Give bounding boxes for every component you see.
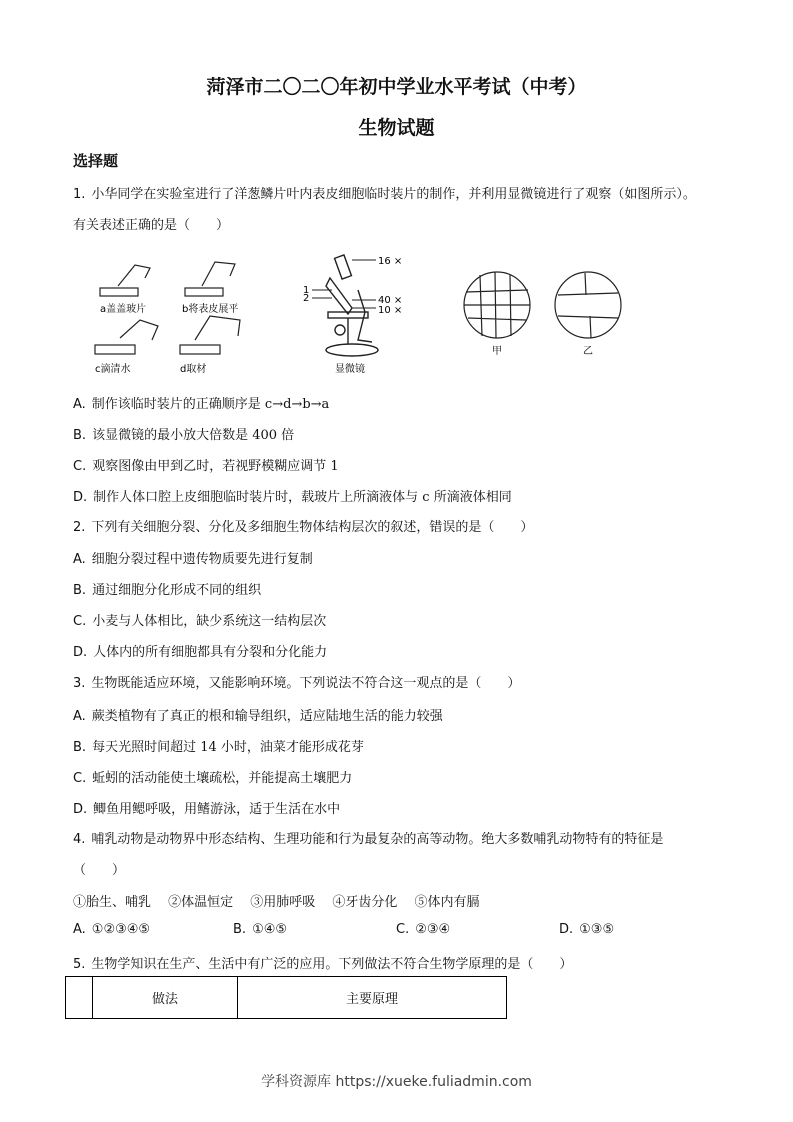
- page-title: 菏泽市二〇二〇年初中学业水平考试（中考）: [206, 76, 587, 98]
- q1-option-b[interactable]: [73, 424, 294, 443]
- q4-option-b[interactable]: [233, 922, 287, 937]
- q4-option-a[interactable]: [73, 922, 150, 937]
- magnification-16: 16 ×: [378, 256, 403, 267]
- q3-option-c[interactable]: [73, 767, 352, 786]
- magnification-10: 10 ×: [378, 305, 403, 316]
- footer-watermark: 学科资源库 https://xueke.fuliadmin.com: [261, 1074, 532, 1090]
- q3-option-a[interactable]: [73, 705, 443, 724]
- option-text: ①②③④⑤: [91, 922, 151, 937]
- option-text: 蚯蚓的活动能使土壤疏松，并能提高土壤肥力: [92, 771, 353, 786]
- option-text: 制作该临时装片的正确顺序是 c→d→b→a: [91, 397, 330, 412]
- question-1: [73, 183, 696, 202]
- question-number: 5.: [73, 957, 86, 972]
- q1-figure: [90, 250, 650, 380]
- magnification-40: 40 ×: [378, 295, 403, 306]
- slide-shape: [180, 345, 220, 354]
- fig-label-yi: 乙: [583, 346, 593, 357]
- question-text: 小华同学在实验室进行了洋葱鳞片叶内表皮细胞临时装片的制作，并利用显微镜进行了观察（如图所示）。: [91, 187, 696, 202]
- option-key: A.: [73, 709, 86, 724]
- option-text: ②③④: [415, 922, 451, 937]
- table-header-cell: 做法: [93, 977, 238, 1019]
- fig-label-scope: 显微镜: [335, 364, 365, 375]
- option-text: 该显微镜的最小放大倍数是 400 倍: [92, 428, 295, 443]
- q1-option-d[interactable]: [73, 486, 512, 505]
- option-text: 人体内的所有细胞都具有分裂和分化能力: [93, 645, 328, 660]
- question-number: 4.: [73, 832, 86, 847]
- question-5: [73, 953, 572, 972]
- question-1-continued: 有关表述正确的是（ ）: [73, 218, 230, 233]
- option-key: B.: [73, 583, 87, 598]
- q2-option-b[interactable]: [73, 579, 261, 598]
- option-key: D.: [73, 645, 88, 660]
- option-text: 制作人体口腔上皮细胞临时装片时，载玻片上所滴液体与 c 所滴液体相同: [93, 490, 512, 505]
- q3-option-b[interactable]: [73, 736, 364, 755]
- table-header-cell: [66, 977, 93, 1019]
- fig-label-b: b将表皮展平: [182, 304, 239, 315]
- part-label-2: 2: [303, 293, 310, 304]
- table-header-row: [66, 977, 507, 1019]
- option-key: D.: [73, 490, 88, 505]
- option-text: 观察图像由甲到乙时，若视野模糊应调节 1: [92, 459, 339, 474]
- hand-shape: [195, 316, 240, 340]
- q2-option-d[interactable]: [73, 641, 327, 660]
- question-text: 生物既能适应环境，又能影响环境。下列说法不符合这一观点的是（ ）: [91, 676, 521, 691]
- option-key: C.: [73, 459, 87, 474]
- option-text: ①④⑤: [252, 922, 288, 937]
- question-text: 哺乳动物是动物界中形态结构、生理功能和行为最复杂的高等动物。绝大多数哺乳动物特有的特征是: [91, 832, 664, 847]
- field-of-view-jia: [464, 272, 530, 338]
- question-4: [73, 828, 663, 847]
- q1-option-a[interactable]: [73, 393, 329, 412]
- q4-option-c[interactable]: [396, 922, 450, 937]
- option-key: B.: [233, 922, 247, 937]
- option-text: 蕨类植物有了真正的根和输导组织，适应陆地生活的能力较强: [91, 709, 443, 724]
- option-key: A.: [73, 397, 86, 412]
- question-number: 2.: [73, 520, 86, 535]
- option-text: 鲫鱼用鳃呼吸，用鳍游泳，适于生活在水中: [93, 802, 341, 817]
- hand-shape: [118, 265, 150, 286]
- option-key: A.: [73, 922, 86, 937]
- option-key: A.: [73, 552, 86, 567]
- slide-shape: [185, 288, 223, 296]
- option-key: C.: [73, 614, 87, 629]
- section-heading: 选择题: [73, 152, 119, 170]
- question-4-continued: （ ）: [73, 863, 126, 878]
- option-key: D.: [559, 922, 574, 937]
- fig-label-d: d取材: [180, 364, 207, 375]
- question-text: 下列有关细胞分裂、分化及多细胞生物体结构层次的叙述，错误的是（ ）: [91, 520, 534, 535]
- fig-label-a: a盖盖玻片: [100, 304, 147, 315]
- question-number: 3.: [73, 676, 86, 691]
- question-text: 生物学知识在生产、生活中有广泛的应用。下列做法不符合生物学原理的是（ ）: [91, 957, 573, 972]
- q5-table: [65, 976, 507, 1019]
- field-of-view-yi: [555, 272, 621, 338]
- question-3: [73, 672, 520, 691]
- q2-option-a[interactable]: [73, 548, 313, 567]
- table-header-cell: 主要原理: [238, 977, 507, 1019]
- page-subtitle: 生物试题: [358, 117, 435, 139]
- hand-shape: [202, 262, 235, 286]
- microscope-icon: [326, 255, 378, 356]
- option-text: ①③⑤: [579, 922, 615, 937]
- slide-shape: [100, 288, 138, 296]
- option-text: 每天光照时间超过 14 小时，油菜才能形成花芽: [92, 740, 364, 755]
- q3-option-d[interactable]: [73, 798, 340, 817]
- question-number: 1.: [73, 187, 86, 202]
- option-text: 小麦与人体相比，缺少系统这一结构层次: [92, 614, 327, 629]
- option-key: C.: [396, 922, 410, 937]
- q4-option-d[interactable]: [559, 922, 614, 937]
- option-key: C.: [73, 771, 87, 786]
- q4-items: ①胎生、哺乳 ②体温恒定 ③用肺呼吸 ④牙齿分化 ⑤体内有膈: [73, 895, 480, 910]
- q2-option-c[interactable]: [73, 610, 326, 629]
- option-key: D.: [73, 802, 88, 817]
- question-2: [73, 516, 533, 535]
- part-label-1: 1: [303, 285, 310, 296]
- option-text: 细胞分裂过程中遗传物质要先进行复制: [91, 552, 313, 567]
- q1-option-c[interactable]: [73, 455, 339, 474]
- fig-label-jia: 甲: [492, 346, 502, 357]
- option-key: B.: [73, 740, 87, 755]
- slide-shape: [95, 345, 135, 354]
- fig-label-c: c滴清水: [95, 364, 131, 375]
- option-text: 通过细胞分化形成不同的组织: [92, 583, 262, 598]
- option-key: B.: [73, 428, 87, 443]
- hand-shape: [120, 320, 158, 340]
